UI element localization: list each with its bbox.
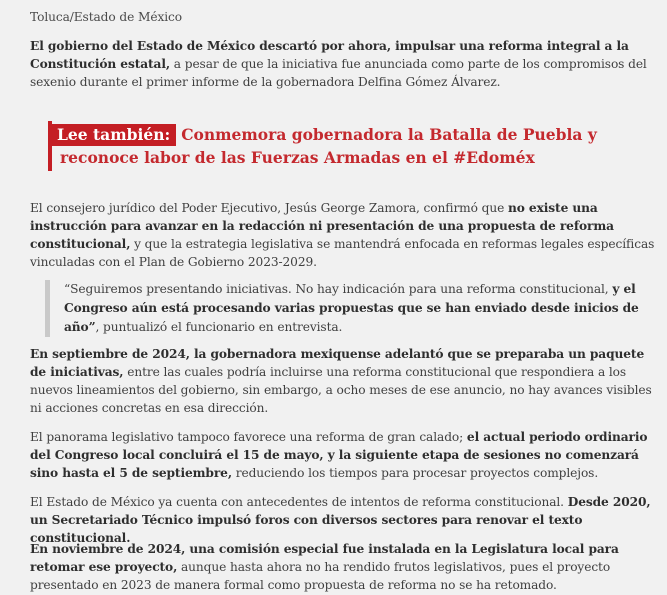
paragraph-consejero xyxy=(30,199,661,271)
read-also-link[interactable]: Conmemora gobernadora la Batalla de Puebla y reconoce labor de las Fuerzas Armadas en el #Edoméx xyxy=(60,125,597,167)
blockquote xyxy=(45,280,659,337)
p5-bold: Desde 2020, un Secretariado Técnico impulsó foros con diversos sectores para renovar el texto constitucional. xyxy=(30,495,651,545)
p6-text: aunque hasta ahora no ha rendido frutos legislativos, pues el proyecto presentado en 2023 de manera formal como propuesta de reforma no se ha retomado. xyxy=(30,560,611,592)
p2-text-c: y que la estrategia legislativa se mantendrá enfocada en reformas legales específicas vinculadas con el Plan de Gobierno 2023-2029. xyxy=(30,237,655,269)
p2-text-a: El consejero jurídico del Poder Ejecutivo, Jesús George Zamora, confirmó que xyxy=(30,201,508,215)
p3-text: entre las cuales podría incluirse una reforma constitucional que respondiera a los nuevos lineamientos del gobierno, sin embargo, a ocho meses de ese anuncio, no hay avances visibles ni acciones concretas en esa dirección. xyxy=(30,365,652,415)
p3-bold: En septiembre de 2024, la gobernadora mexiquense adelantó que se preparaba un paquete de iniciativas, xyxy=(30,347,645,379)
paragraph-antecedentes xyxy=(30,493,661,547)
paragraph-panorama xyxy=(30,428,661,482)
read-also-tag: Lee también: xyxy=(52,124,176,146)
quote-bold: y el Congreso aún está procesando varias propuestas que se han enviado desde inicios de año” xyxy=(64,282,639,334)
p4-bold: el actual periodo ordinario del Congreso local concluirá el 15 de mayo, y la siguiente etapa de sesiones no comenzará sino hasta el 5 de septiembre, xyxy=(30,430,648,480)
paragraph-septiembre xyxy=(30,345,661,417)
paragraph-noviembre xyxy=(30,540,661,594)
dateline: Toluca/Estado de México xyxy=(30,10,183,24)
quote-text-c: , puntualizó el funcionario en entrevista. xyxy=(95,320,343,334)
p4-text-c: reduciendo los tiempos para procesar proyectos complejos. xyxy=(231,466,599,480)
lede-paragraph xyxy=(30,37,661,91)
p4-text-a: El panorama legislativo tampoco favorece una reforma de gran calado; xyxy=(30,430,467,444)
p2-bold: no existe una instrucción para avanzar en la redacción ni presentación de una propuesta de reforma constitucional, xyxy=(30,201,614,251)
read-also-box xyxy=(48,121,660,171)
lede-bold: El gobierno del Estado de México descartó por ahora, impulsar una reforma integral a la Constitución estatal, xyxy=(30,39,629,71)
p6-bold: En noviembre de 2024, una comisión especial fue instalada en la Legislatura local para retomar ese proyecto, xyxy=(30,542,619,574)
lede-text: a pesar de que la iniciativa fue anunciada como parte de los compromisos del sexenio durante el primer informe de la gobernadora Delfina Gómez Álvarez. xyxy=(30,57,647,89)
quote-text-a: “Seguiremos presentando iniciativas. No hay indicación para una reforma constitucional, xyxy=(64,282,613,296)
p5-text: El Estado de México ya cuenta con antecedentes de intentos de reforma constitucional. xyxy=(30,495,568,509)
